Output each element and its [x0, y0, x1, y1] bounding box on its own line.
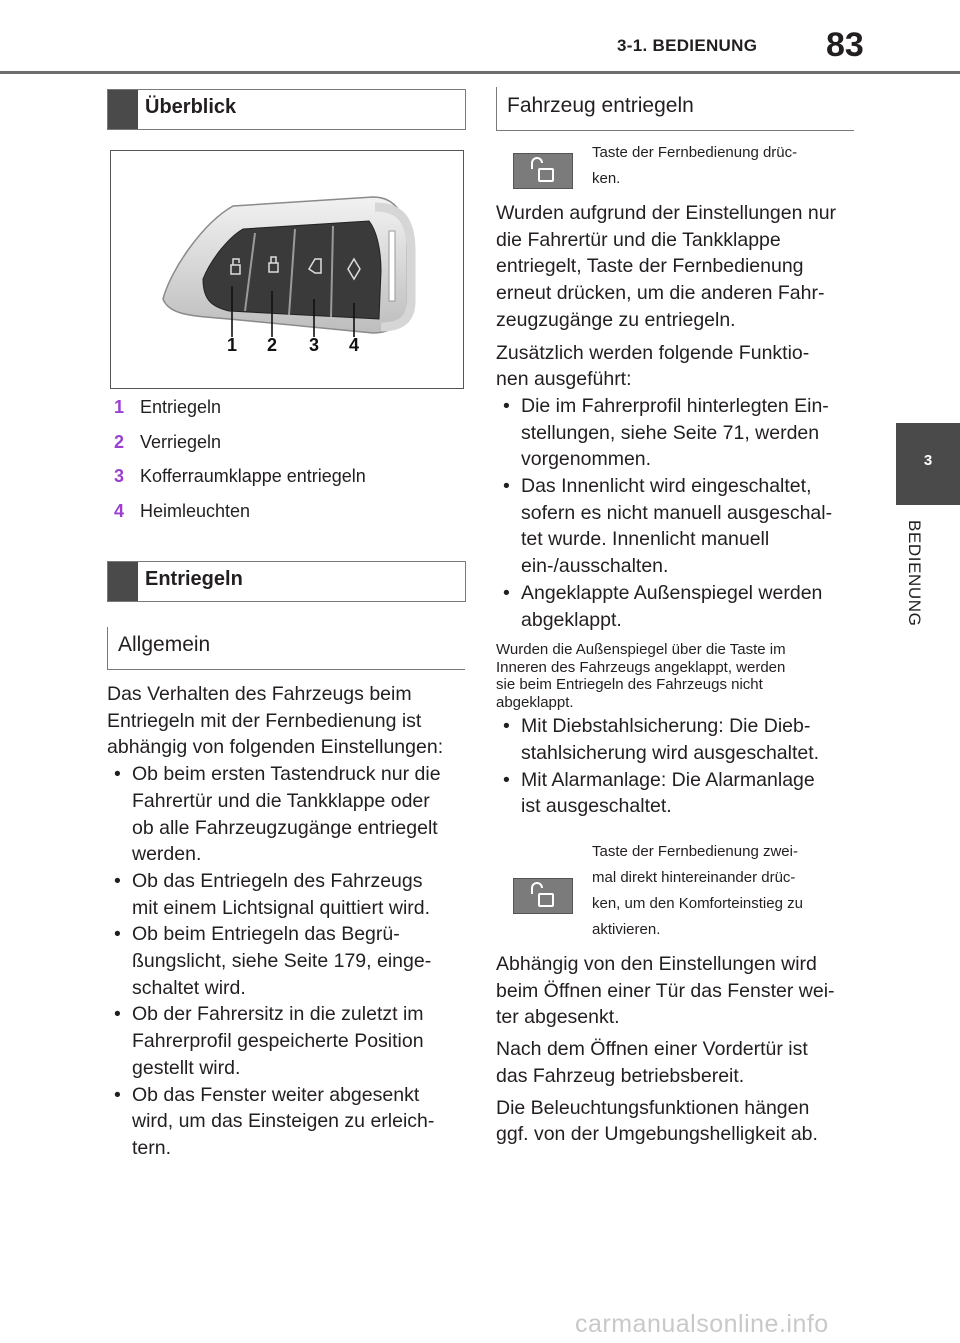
figure-label-4: 4: [348, 335, 360, 355]
list-item: • Ob der Fahrersitz in die zuletzt im Fahrerprofil gespeicherte Position gestellt wird.: [114, 1003, 424, 1079]
para-2: Zusätzlich werden folgende Funktio- nen ausgeführt:: [496, 341, 810, 391]
chapter-label: BEDIENUNG: [905, 520, 924, 627]
legend-number: 4: [114, 500, 125, 521]
legend-item: [114, 466, 464, 501]
list-item: • Ob beim Entriegeln das Begrü- ßungslicht, siehe Seite 179, einge- schaltet wird.: [114, 923, 432, 999]
unlock-key-double-icon: [513, 878, 573, 914]
legend-item: [114, 432, 464, 467]
para-1: Wurden aufgrund der Einstellungen nur die Fahrertür und die Tankklappe entriegelt, Taste der Fernbedienung erneut drücken, um die anderen Fahr- zeugzugänge zu entriegeln.: [496, 202, 837, 331]
para-4: Nach dem Öffnen einer Vordertür ist das Fahrzeug betriebsbereit.: [496, 1038, 808, 1087]
settings-list: [107, 761, 467, 1162]
unlock-key-icon: [513, 153, 573, 189]
functions-list: [496, 393, 856, 633]
heading-fahrzeug-entriegeln: Fahrzeug entriegeln: [496, 87, 854, 131]
list-item: • Das Innenlicht wird eingeschaltet, sofern es nicht manuell ausgeschal- tet wurde. Innenlicht manuell ein-/ausschalten.: [503, 475, 833, 578]
page-number: 83: [826, 26, 864, 64]
right-body: [496, 200, 856, 820]
legend-text: Heimleuchten: [140, 500, 251, 521]
key1-text: Taste der Fernbedienung drüc- ken.: [592, 144, 798, 187]
legend-text: Verriegeln: [140, 431, 222, 452]
list-item: • Mit Alarmanlage: Die Alarmanlage ist ausgeschaltet.: [503, 768, 815, 818]
legend-text: Kofferraumklappe entriegeln: [140, 466, 366, 486]
intro-paragraph: Das Verhalten des Fahrzeugs beim Entriegeln mit der Fernbedienung ist abhängig von folgenden Einstellungen:: [107, 683, 444, 759]
key-fob-illustration: [111, 151, 463, 388]
heading-entriegeln: Entriegeln: [107, 561, 466, 602]
legend-item: [114, 501, 464, 536]
list-item: • Ob das Entriegeln des Fahrzeugs mit einem Lichtsignal quittiert wird.: [114, 869, 431, 919]
list-item: • Ob beim ersten Tastendruck nur die Fahrertür und die Tankklappe oder ob alle Fahrzeugzugänge entriegelt werden.: [114, 763, 441, 866]
legend-text: Entriegeln: [140, 397, 222, 417]
right-body-lower: [496, 951, 856, 1148]
figure-label-2: 2: [266, 335, 278, 355]
list-item: • Ob das Fenster weiter abgesenkt wird, um das Einsteigen zu erleich- tern.: [114, 1083, 435, 1159]
para-3: Abhängig von den Einstellungen wird beim Öffnen einer Tür das Fenster wei- ter abgesenkt.: [496, 953, 835, 1029]
security-list: [496, 713, 856, 820]
chapter-number: 3: [923, 452, 933, 469]
list-item: • Mit Diebstahlsicherung: Die Dieb- stahlsicherung wird ausgeschaltet.: [503, 715, 820, 764]
section-title: 3-1. BEDIENUNG: [617, 36, 758, 55]
legend-number: 2: [114, 431, 125, 452]
legend-number: 1: [114, 397, 125, 417]
list-item: • Angeklappte Außenspiegel werden abgeklappt.: [503, 581, 823, 631]
legend-item: [114, 397, 464, 432]
heading-allgemein: Allgemein: [107, 627, 465, 670]
mirror-note: Wurden die Außenspiegel über die Taste im Inneren des Fahrzeugs angeklappt, werden sie beim Entriegeln des Fahrzeugs nicht abgeklappt.: [496, 641, 786, 711]
list-item: • Die im Fahrerprofil hinterlegten Ein- stellungen, siehe Seite 71, werden vorgenommen.: [503, 394, 829, 471]
left-body: [107, 681, 467, 1162]
legend: [114, 397, 464, 535]
para-5: Die Beleuchtungsfunktionen hängen ggf. von der Umgebungshelligkeit ab.: [496, 1096, 818, 1146]
heading-ueberblick: Überblick: [107, 89, 466, 130]
header-rule: [0, 71, 960, 74]
watermark: carmanualsonline.info: [575, 1310, 829, 1338]
figure-label-1: 1: [226, 335, 238, 355]
figure-label-3: 3: [308, 335, 320, 355]
key-fob-figure: [110, 150, 464, 389]
legend-number: 3: [114, 466, 125, 486]
key2-text: Taste der Fernbedienung zwei- mal direkt hintereinander drüc- ken, um den Komforteinstieg zu aktivieren.: [592, 843, 803, 938]
